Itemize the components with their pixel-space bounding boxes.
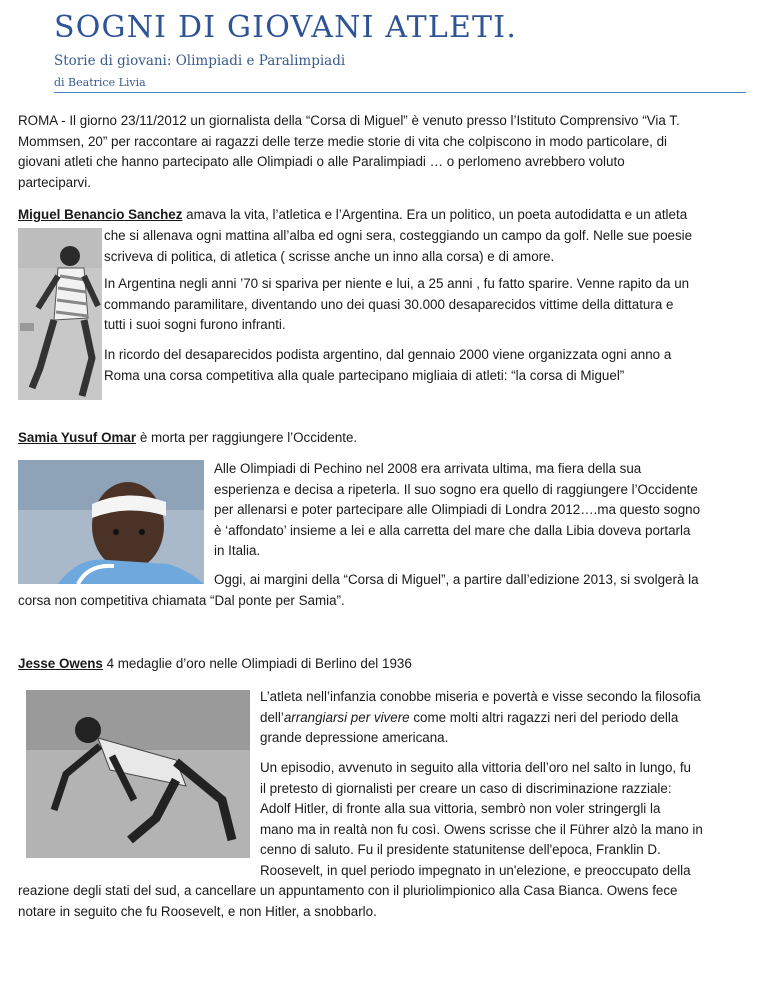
page-title: SOGNI DI GIOVANI ATLETI. — [54, 10, 518, 45]
text-span: dell’ — [260, 709, 284, 725]
miguel-heading-line — [18, 205, 758, 226]
text-span: 4 medaglie d’oro nelle Olimpiadi di Berlino del 1936 — [102, 656, 412, 671]
text-line: grande depressione americana. — [260, 730, 449, 745]
text-span: come molti altri ragazzi neri del periodo della — [409, 709, 679, 725]
athlete-name-samia: Samia Yusuf Omar — [18, 430, 137, 445]
text-line: Un episodio, avvenuto in seguito alla vittoria dell’oro nel salto in lungo, fu — [260, 760, 691, 775]
jesse-paragraph-2-continued — [18, 881, 758, 922]
text-line: ROMA - Il giorno 23/11/2012 un giornalista della “Corsa di Miguel” è venuto presso l’Istituto Comprensivo “Via T. — [18, 113, 680, 128]
text-line: Alle Olimpiadi di Pechino nel 2008 era arrivata ultima, ma fiera della sua — [214, 461, 642, 476]
header-divider — [54, 92, 746, 93]
jesse-photo — [26, 690, 250, 858]
text-line: reazione degli stati del sud, a cancellare un appuntamento con il pluriolimpionico alla Casa Bianca. Owens fece — [18, 883, 678, 898]
text-line: il pretesto di giornalisti per creare un caso di discriminazione razziale: — [260, 780, 672, 796]
text-line: giovani atleti che hanno partecipato alle Olimpiadi o alle Paralimpiadi … o perlomeno avrebbero voluto — [18, 154, 625, 169]
text-line: Adolf Hitler, di fronte alla sua vittoria, sembrò non voler stringergli la — [260, 801, 661, 816]
athlete-name-miguel: Miguel Benancio Sanchez — [18, 207, 183, 222]
text-line: Roma una corsa competitiva alla quale partecipano migliaia di atleti: “la corsa di Miguel” — [104, 367, 625, 383]
samia-photo — [18, 460, 204, 584]
jesse-paragraph-2 — [260, 758, 754, 881]
text-line: parteciparvi. — [18, 174, 91, 190]
text-span: amava la vita, l’atletica e l’Argentina. Era un politico, un poeta autodidatta e un atleta — [182, 207, 688, 222]
text-line: mano ma in realtà non fu così. Owens scrisse che il Führer alzò la mano in — [260, 821, 703, 837]
samia-paragraph-2a — [214, 570, 754, 591]
author-byline: di Beatrice Livia — [54, 76, 146, 89]
text-line: Mommsen, 20” per raccontare ai ragazzi delle terze medie storie di vita che colpiscono in modo particolare, di — [18, 133, 668, 149]
emphasis-text: arrangiarsi per vivere — [283, 709, 410, 725]
athlete-name-jesse: Jesse Owens — [18, 656, 103, 671]
text-line: cenno di saluto. Fu il presidente statunitense dell'epoca, Franklin D. — [260, 842, 661, 857]
samia-paragraph-1 — [214, 459, 754, 562]
samia-paragraph-2b — [18, 591, 758, 612]
text-line: Roosevelt, in quel periodo impegnato in un'elezione, e preoccupato della — [260, 862, 691, 878]
text-line: Oggi, ai margini della “Corsa di Miguel”, a partire dall’edizione 2013, si svolgerà la — [214, 572, 699, 587]
text-line: corsa non competitiva chiamata “Dal ponte per Samia”. — [18, 593, 345, 608]
miguel-paragraph-2 — [104, 274, 754, 336]
text-line: che si allenava ogni mattina all’alba ed ogni sera, costeggiando un campo da golf. Nelle sue poesie — [104, 228, 693, 243]
text-line: è ‘affondato’ insieme a lei e alla carretta del mare che dalla Libia doveva portarla — [214, 522, 691, 538]
text-line: L’atleta nell’infanzia conobbe miseria e povertà e visse secondo la filosofia — [260, 689, 701, 704]
text-span: è morta per raggiungere l’Occidente. — [136, 430, 358, 445]
samia-heading-line — [18, 428, 758, 449]
jesse-heading-line — [18, 654, 758, 675]
page-subtitle: Storie di giovani: Olimpiadi e Paralimpiadi — [54, 53, 346, 69]
text-line — [260, 708, 754, 729]
text-line: commando paramilitare, diventando uno dei quasi 30.000 desaparecidos vittime della dittatura e — [104, 296, 674, 312]
miguel-paragraph-3 — [104, 345, 754, 386]
jesse-paragraph-1 — [260, 687, 754, 749]
text-line: scriveva di politica, di atletica ( scrisse anche un inno alla corsa) e di amore. — [104, 248, 555, 264]
text-line: in Italia. — [214, 543, 261, 558]
text-line: per allenarsi e poter partecipare alle Olimpiadi di Londra 2012….ma questo sogno — [214, 502, 701, 517]
text-line: tutti i suoi sogni furono infranti. — [104, 317, 286, 332]
text-line: esperienza e decisa a ripeterla. Il suo sogno era quello di raggiungere l’Occidente — [214, 481, 698, 497]
text-line: In Argentina negli anni ’70 si spariva per niente e lui, a 25 anni , fu fatto sparire. Venne rapito da un — [104, 276, 690, 291]
text-line: notare in seguito che fu Roosevelt, e non Hitler, a snobbarlo. — [18, 903, 377, 919]
miguel-paragraph-1 — [104, 226, 754, 267]
miguel-photo — [18, 228, 102, 400]
intro-paragraph — [18, 111, 758, 193]
text-line: In ricordo del desaparecidos podista argentino, dal gennaio 2000 viene organizzata ogni anno a — [104, 347, 672, 362]
